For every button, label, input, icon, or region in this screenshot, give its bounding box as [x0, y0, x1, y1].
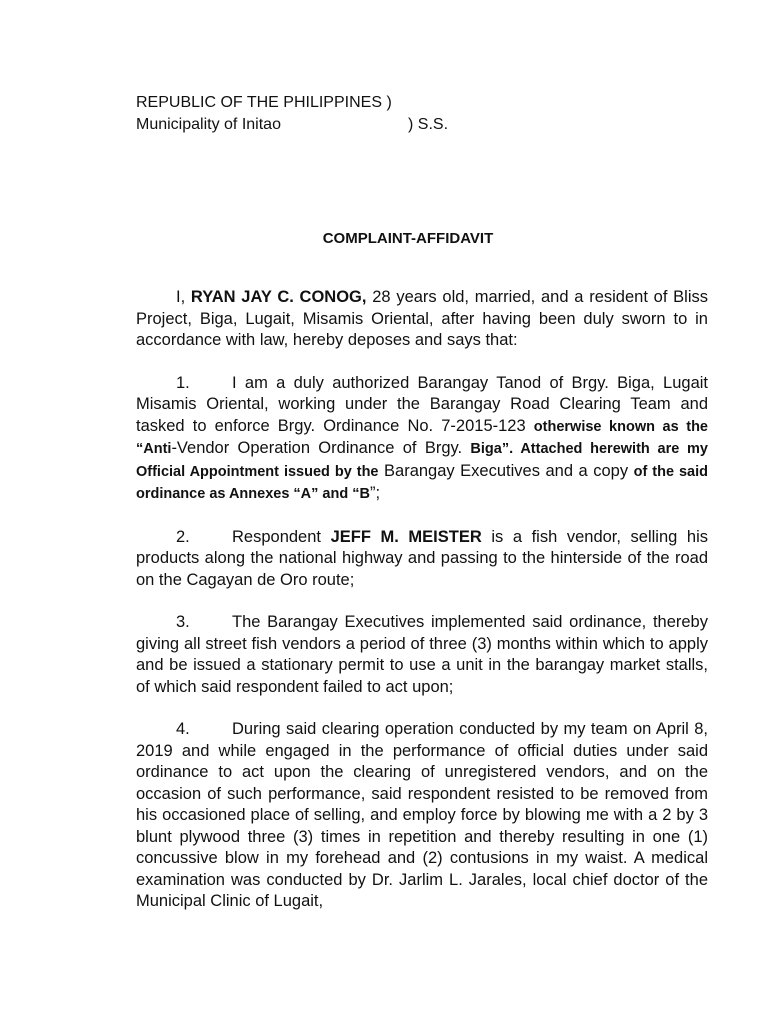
- affiant-name: RYAN JAY C. CONOG,: [190, 288, 367, 306]
- intro-post: 28 years old, married, and a resident of Bliss Project, Biga, Lugait, Misamis Oriental, after having been duly sworn to in accordance with law, hereby deposes and says that:: [136, 288, 708, 349]
- paragraph-3: [136, 612, 708, 698]
- paragraph-2: [136, 527, 708, 592]
- venue-ss: ) S.S.: [408, 116, 449, 133]
- paragraph-1-bold-b: Biga”. Attached herewith are my Official Appointment issued by the: [136, 441, 708, 480]
- venue-line-2: [136, 114, 708, 136]
- respondent-name: JEFF M. MEISTER: [330, 527, 482, 546]
- paragraph-2-pre: Respondent: [232, 527, 331, 546]
- paragraph-4: [136, 719, 708, 913]
- paragraph-1-number: 1.: [176, 373, 190, 392]
- paragraph-1-bold-a: otherwise known as the “Anti: [136, 418, 708, 457]
- paragraph-1-text-c: Barangay Executives and a copy: [378, 461, 634, 480]
- intro-pre: I,: [176, 288, 191, 306]
- paragraph-4-text: During said clearing operation conducted by my team on April 8, 2019 and while engaged in the performance of official duties under said ordinance to act upon the clearing of unregistered vendors, and on the occasion of such performance, said respondent resisted to be removed from his occasioned place of selling, and employ force by blowing me with a 2 by 3 blunt plywood three (3) times in repetition and thereby resulting in one (1) concussive blow in my forehead and (2) contusions in my waist. A medical examination was conducted by Dr. Jarlim L. Jarales, local chief doctor of the Municipal Clinic of Lugait,: [136, 720, 708, 910]
- paragraph-3-number: 3.: [176, 613, 190, 631]
- venue-line-1: [136, 92, 708, 114]
- paragraph-3-text: The Barangay Executives implemented said ordinance, thereby giving all street fish vendors a period of three (3) months within which to apply and be issued a stationary permit to use a unit in the barangay market stalls, of which said respondent failed to act upon;: [136, 613, 708, 696]
- venue-republic: REPUBLIC OF THE PHILIPPINES ): [136, 94, 392, 111]
- venue-header: [136, 92, 708, 136]
- paragraph-4-number: 4.: [176, 720, 190, 738]
- venue-municipality: Municipality of Initao: [136, 116, 281, 133]
- paragraph-1-text-d: ”;: [369, 484, 381, 502]
- paragraph-2-number: 2.: [176, 527, 190, 546]
- paragraph-1-bold-c: of the said ordinance as Annexes “A” and “B: [136, 463, 709, 502]
- paragraph-2-post: is a fish vendor, selling his products along the national highway and passing to the hinterside of the road on the Cagayan de Oro route;: [136, 527, 708, 589]
- document-title: COMPLAINT-AFFIDAVIT: [322, 230, 494, 247]
- paragraph-1-text-b: -Vendor Operation Ordinance of Brgy.: [171, 439, 471, 457]
- paragraph-1: [136, 373, 708, 506]
- paragraph-1-text-a: I am a duly authorized Barangay Tanod of Brgy. Biga, Lugait Misamis Oriental, working under the Barangay Road Clearing Team and tasked to enforce Brgy. Ordinance No. 7-2015-123: [136, 373, 708, 435]
- intro-paragraph: [136, 287, 708, 352]
